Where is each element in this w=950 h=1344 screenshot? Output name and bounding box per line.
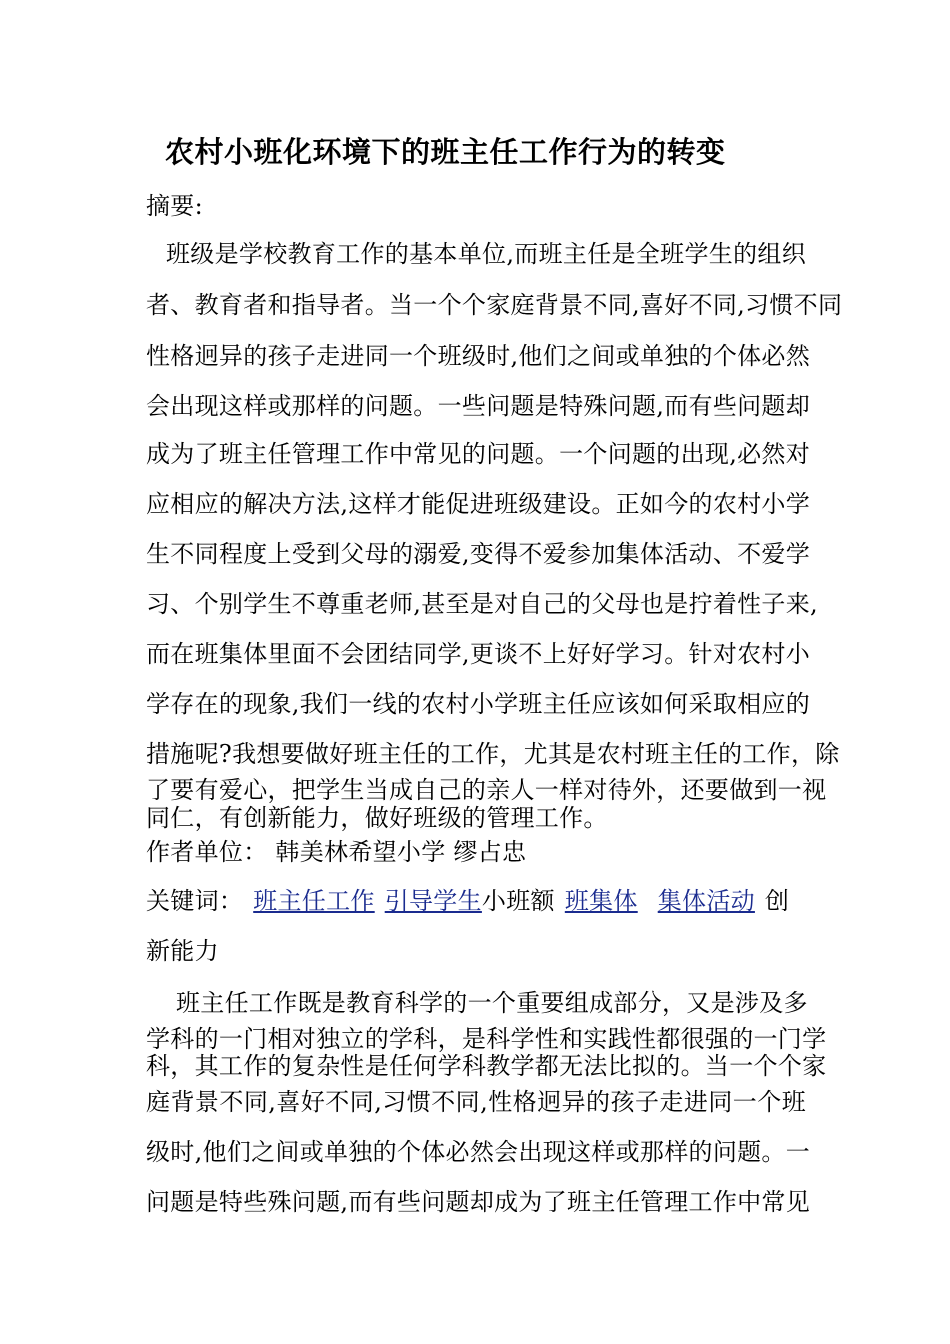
abstract-line-6: 应相应的解决方法,这样才能促进班级建设。正如今的农村小学 <box>146 490 811 518</box>
keywords-label: 关键词： <box>146 887 244 915</box>
keyword-link-collective-activity[interactable]: 集体活动 <box>657 887 755 915</box>
body-line-1: 班主任工作既是教育科学的一个重要组成部分，又是涉及多 <box>176 989 808 1017</box>
author-line: 作者单位： 韩美林希望小学 缪占忠 <box>146 838 527 866</box>
abstract-line-11: 措施呢?我想要做好班主任的工作，尤其是农村班主任的工作，除 <box>146 740 840 768</box>
abstract-line-13: 同仁，有创新能力，做好班级的管理工作。 <box>146 804 608 832</box>
abstract-line-1: 班级是学校教育工作的基本单位,而班主任是全班学生的组织 <box>166 240 806 268</box>
keywords-continuation: 新能力 <box>146 937 219 965</box>
body-line-6: 问题是特些殊问题,而有些问题却成为了班主任管理工作中常见 <box>146 1188 811 1216</box>
abstract-line-2: 者、教育者和指导者。当一个个家庭背景不同,喜好不同,习惯不同 <box>146 291 843 319</box>
abstract-line-5: 成为了班主任管理工作中常见的问题。一个问题的出现,必然对 <box>146 440 811 468</box>
keyword-small-class: 小班额 <box>481 887 555 915</box>
document-title: 农村小班化环境下的班主任工作行为的转变 <box>165 135 726 169</box>
abstract-line-10: 学存在的现象,我们一线的农村小学班主任应该如何采取相应的 <box>146 690 811 718</box>
abstract-line-4: 会出现这样或那样的问题。一些问题是特殊问题,而有些问题却 <box>146 392 811 420</box>
abstract-label: 摘要: <box>146 192 203 220</box>
body-line-5: 级时,他们之间或单独的个体必然会出现这样或那样的问题。一 <box>146 1138 811 1166</box>
body-line-2: 学科的一门相对独立的学科，是科学性和实践性都很强的一门学 <box>146 1025 827 1053</box>
keyword-link-head-teacher-work[interactable]: 班主任工作 <box>253 887 375 915</box>
body-line-3: 科，其工作的复杂性是任何学科教学都无法比拟的。当一个个家 <box>146 1052 827 1080</box>
abstract-line-12: 了要有爱心，把学生当成自己的亲人一样对待外，还要做到一视 <box>146 776 827 804</box>
abstract-line-8: 习、个别学生不尊重老师,甚至是对自己的父母也是拧着性子来, <box>146 590 818 618</box>
keyword-link-guide-students[interactable]: 引导学生 <box>384 887 482 915</box>
keyword-link-class-collective[interactable]: 班集体 <box>564 887 638 915</box>
keywords-line <box>146 881 789 916</box>
body-line-4: 庭背景不同,喜好不同,习惯不同,性格迥异的孩子走进同一个班 <box>146 1088 806 1116</box>
abstract-line-7: 生不同程度上受到父母的溺爱,变得不爱参加集体活动、不爱学 <box>146 540 811 568</box>
keyword-innovation-start: 创 <box>764 887 790 915</box>
abstract-line-9: 而在班集体里面不会团结同学,更谈不上好好学习。针对农村小 <box>146 640 811 668</box>
abstract-line-3: 性格迥异的孩子走进同一个班级时,他们之间或单独的个体必然 <box>146 342 811 370</box>
